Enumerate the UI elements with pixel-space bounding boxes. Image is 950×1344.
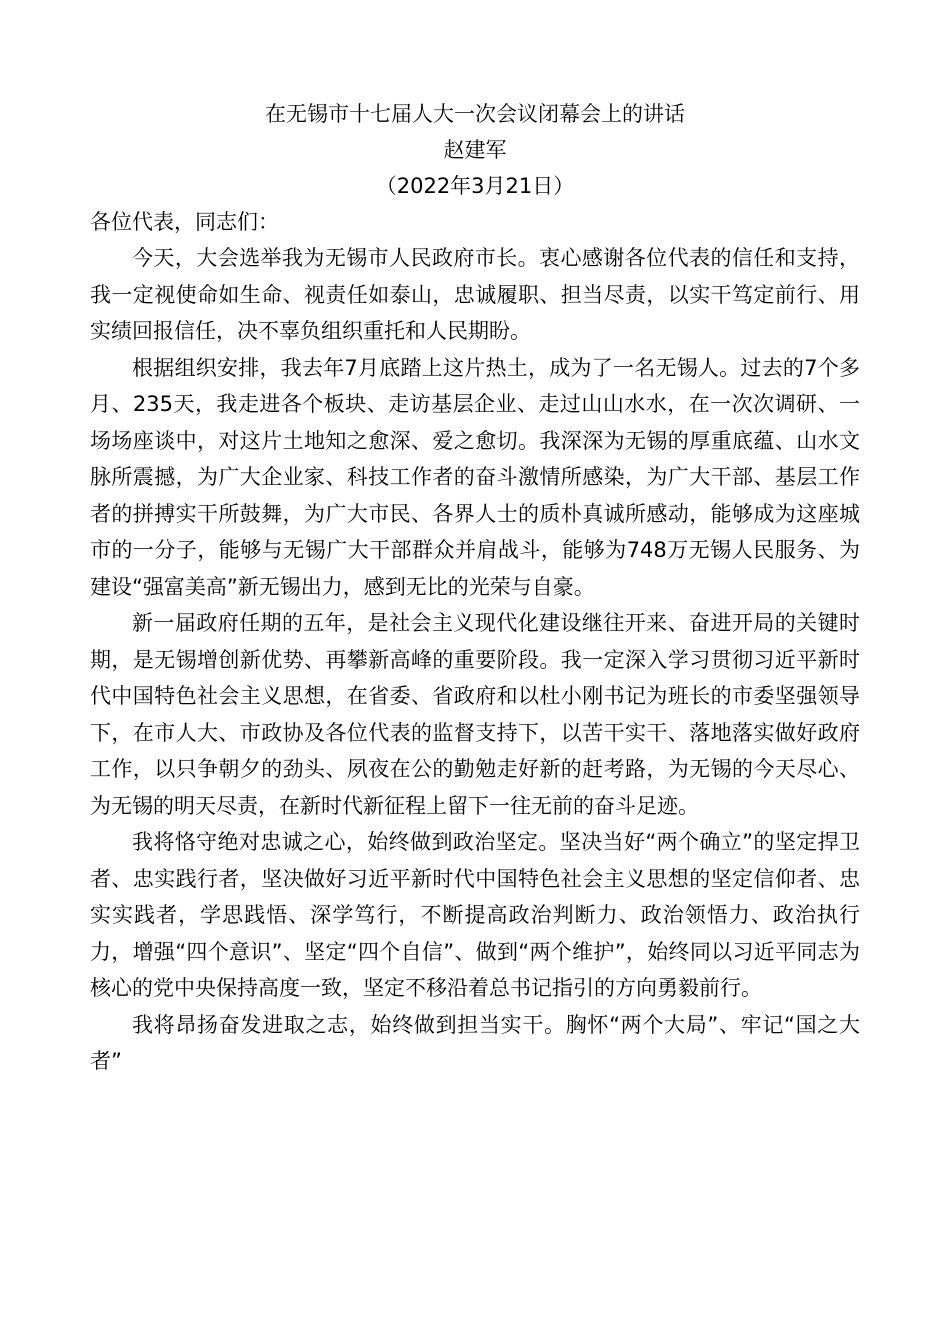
salutation: 各位代表，同志们： bbox=[90, 210, 279, 234]
paragraph-1: 今天，大会选举我为无锡市人民政府市长。衷心感谢各位代表的信任和支持，我一定视使命如生命、视责任如泰山，忠诚履职、担当尽责，以实干笃定前行、用实绩回报信任，决不辜负组织重托和人民期盼。 bbox=[90, 246, 860, 343]
paragraph-4: 我将恪守绝对忠诚之心，始终做到政治坚定。坚决当好“两个确立”的坚定捍卫者、忠实践行者，坚决做好习近平新时代中国特色社会主义思想的坚定信仰者、忠实实践者，学思践悟、深学笃行，不断提高政治判断力、政治领悟力、政治执行力，增强“四个意识”、坚定“四个自信”、做到“两个维护”，始终同以习近平同志为核心的党中央保持高度一致，坚定不移沿着总书记指引的方向勇毅前行。 bbox=[90, 830, 860, 1000]
paragraph-3: 新一届政府任期的五年，是社会主义现代化建设继往开来、奋进开局的关键时期，是无锡增创新优势、再攀新高峰的重要阶段。我一定深入学习贯彻习近平新时代中国特色社会主义思想，在省委、省政府和以杜小刚书记为班长的市委坚强领导下，在市人大、市政协及各位代表的监督支持下，以苦干实干、落地落实做好政府工作，以只争朝夕的劲头、夙夜在公的勤勉走好新的赶考路，为无锡的今天尽心、为无锡的明天尽责，在新时代新征程上留下一往无前的奋斗足迹。 bbox=[90, 611, 860, 818]
speech-date: （2022年3月21日） bbox=[375, 174, 575, 198]
paragraph-2: 根据组织安排，我去年7月底踏上这片热土，成为了一名无锡人。过去的7个多月、235天，我走进各个板块、走访基层企业、走过山山水水，在一次次调研、一场场座谈中，对这片土地知之愈深、爱之愈切。我深深为无锡的厚重底蕴、山水文脉所震撼，为广大企业家、科技工作者的奋斗激情所感染，为广大干部、基层工作者的拼搏实干所鼓舞，为广大市民、各界人士的质朴真诚所感动，能够成为这座城市的一分子，能够与无锡广大干部群众并肩战斗，能够为748万无锡人民服务、为建设“强富美高”新无锡出力，感到无比的光荣与自豪。 bbox=[90, 355, 860, 599]
speaker-name: 赵建军 bbox=[443, 138, 507, 162]
speech-title: 在无锡市十七届人大一次会议闭幕会上的讲话 bbox=[265, 102, 685, 126]
document-page bbox=[90, 96, 860, 1080]
paragraph-5: 我将昂扬奋发进取之志，始终做到担当实干。胸怀“两个大局”、牢记“国之大者” bbox=[90, 1012, 860, 1073]
